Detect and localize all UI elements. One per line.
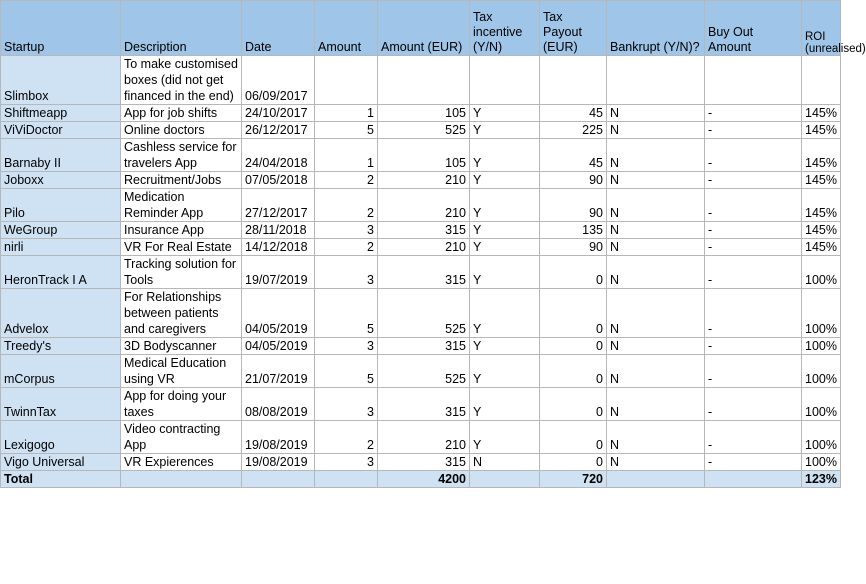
table-row	[1, 338, 841, 355]
cell-tax-payout[interactable]	[540, 56, 607, 105]
cell-amount[interactable]	[315, 56, 378, 105]
table-row	[1, 388, 841, 421]
table-body	[1, 56, 841, 471]
cell-date[interactable]: 26/12/2017	[242, 122, 315, 139]
cell-bankrupt[interactable]: N	[607, 355, 705, 388]
cell-description[interactable]: Recruitment/Jobs	[121, 172, 242, 189]
cell-tax-payout[interactable]: 90	[540, 189, 607, 222]
cell-bankrupt[interactable]: N	[607, 105, 705, 122]
table-row	[1, 189, 841, 222]
cell-description[interactable]: Video contracting App	[121, 421, 242, 454]
cell-buy-out[interactable]: -	[705, 338, 802, 355]
cell-buy-out[interactable]: -	[705, 239, 802, 256]
cell-roi[interactable]	[802, 56, 841, 105]
cell-tax-incentive[interactable]: N	[470, 454, 540, 471]
cell-bankrupt[interactable]: N	[607, 222, 705, 239]
cell-description[interactable]: Medication Reminder App	[121, 189, 242, 222]
cell-startup[interactable]: Pilo	[1, 189, 121, 222]
cell-amount-eur[interactable]: 525	[378, 355, 470, 388]
cell-amount-eur[interactable]: 105	[378, 139, 470, 172]
cell-amount-eur[interactable]: 315	[378, 256, 470, 289]
table-row	[1, 421, 841, 454]
header-tax-incentive[interactable]: Tax incentive (Y/N)	[470, 1, 540, 56]
table-row	[1, 105, 841, 122]
cell-roi[interactable]: 145%	[802, 189, 841, 222]
cell-roi[interactable]: 100%	[802, 388, 841, 421]
cell-amount-eur[interactable]: 105	[378, 105, 470, 122]
cell-bankrupt[interactable]: N	[607, 338, 705, 355]
cell-bankrupt[interactable]: N	[607, 239, 705, 256]
cell-date[interactable]: 19/07/2019	[242, 256, 315, 289]
table-row	[1, 355, 841, 388]
cell-bankrupt[interactable]: N	[607, 289, 705, 338]
cell-description[interactable]: To make customised boxes (did not get financed in the end)	[121, 56, 242, 105]
cell-startup[interactable]: Treedy's	[1, 338, 121, 355]
cell-date[interactable]: 27/12/2017	[242, 189, 315, 222]
cell-amount[interactable]: 3	[315, 388, 378, 421]
total-date-cell[interactable]	[242, 471, 315, 488]
table-row	[1, 56, 841, 105]
cell-roi[interactable]: 145%	[802, 105, 841, 122]
cell-amount[interactable]: 3	[315, 454, 378, 471]
cell-tax-payout[interactable]: 90	[540, 239, 607, 256]
total-row	[1, 471, 841, 488]
cell-date[interactable]: 19/08/2019	[242, 454, 315, 471]
cell-date[interactable]: 07/05/2018	[242, 172, 315, 189]
cell-amount[interactable]: 2	[315, 172, 378, 189]
cell-tax-incentive[interactable]: Y	[470, 388, 540, 421]
cell-tax-payout[interactable]: 0	[540, 388, 607, 421]
table-row	[1, 239, 841, 256]
cell-tax-incentive[interactable]: Y	[470, 289, 540, 338]
cell-amount-eur[interactable]: 525	[378, 289, 470, 338]
cell-amount-eur[interactable]: 315	[378, 388, 470, 421]
cell-tax-payout[interactable]: 135	[540, 222, 607, 239]
cell-buy-out[interactable]: -	[705, 289, 802, 338]
cell-amount-eur[interactable]: 210	[378, 189, 470, 222]
cell-buy-out[interactable]: -	[705, 421, 802, 454]
cell-bankrupt[interactable]: N	[607, 256, 705, 289]
cell-buy-out[interactable]: -	[705, 454, 802, 471]
cell-date[interactable]: 14/12/2018	[242, 239, 315, 256]
cell-date[interactable]: 08/08/2019	[242, 388, 315, 421]
total-tax-incentive-cell[interactable]	[470, 471, 540, 488]
cell-bankrupt[interactable]: N	[607, 388, 705, 421]
cell-roi[interactable]: 145%	[802, 222, 841, 239]
cell-amount[interactable]: 3	[315, 256, 378, 289]
total-amount-cell[interactable]	[315, 471, 378, 488]
cell-buy-out[interactable]: -	[705, 256, 802, 289]
cell-startup[interactable]: nirli	[1, 239, 121, 256]
cell-roi[interactable]: 100%	[802, 338, 841, 355]
cell-buy-out[interactable]	[705, 56, 802, 105]
cell-tax-payout[interactable]: 225	[540, 122, 607, 139]
cell-tax-payout[interactable]: 0	[540, 289, 607, 338]
cell-tax-incentive[interactable]: Y	[470, 355, 540, 388]
cell-tax-payout[interactable]: 0	[540, 454, 607, 471]
cell-roi[interactable]: 100%	[802, 421, 841, 454]
cell-buy-out[interactable]: -	[705, 172, 802, 189]
cell-amount[interactable]: 2	[315, 189, 378, 222]
cell-amount-eur[interactable]: 210	[378, 239, 470, 256]
cell-description[interactable]: For Relationships between patients and caregivers	[121, 289, 242, 338]
total-bankrupt-cell[interactable]	[607, 471, 705, 488]
cell-amount-eur[interactable]: 210	[378, 421, 470, 454]
cell-description[interactable]: Cashless service for travelers App	[121, 139, 242, 172]
cell-buy-out[interactable]: -	[705, 122, 802, 139]
cell-date[interactable]: 28/11/2018	[242, 222, 315, 239]
header-amount-eur[interactable]: Amount (EUR)	[378, 1, 470, 56]
cell-startup[interactable]: WeGroup	[1, 222, 121, 239]
cell-bankrupt[interactable]: N	[607, 172, 705, 189]
total-buy-out-cell[interactable]	[705, 471, 802, 488]
table-row	[1, 122, 841, 139]
cell-tax-payout[interactable]: 45	[540, 105, 607, 122]
cell-amount[interactable]: 5	[315, 355, 378, 388]
cell-amount-eur[interactable]: 315	[378, 222, 470, 239]
cell-amount[interactable]: 5	[315, 122, 378, 139]
cell-description[interactable]: 3D Bodyscanner	[121, 338, 242, 355]
cell-tax-incentive[interactable]: Y	[470, 338, 540, 355]
cell-buy-out[interactable]: -	[705, 105, 802, 122]
cell-tax-incentive[interactable]: Y	[470, 105, 540, 122]
cell-buy-out[interactable]: -	[705, 189, 802, 222]
cell-roi[interactable]: 100%	[802, 454, 841, 471]
table-row	[1, 454, 841, 471]
cell-bankrupt[interactable]	[607, 56, 705, 105]
cell-description[interactable]: App for doing your taxes	[121, 388, 242, 421]
cell-roi[interactable]: 100%	[802, 355, 841, 388]
cell-description[interactable]: Online doctors	[121, 122, 242, 139]
cell-startup[interactable]: Barnaby II	[1, 139, 121, 172]
cell-roi[interactable]: 145%	[802, 239, 841, 256]
header-roi[interactable]: ROI (unrealised)	[802, 1, 841, 56]
header-description[interactable]: Description	[121, 1, 242, 56]
cell-startup[interactable]: Joboxx	[1, 172, 121, 189]
cell-startup[interactable]: TwinnTax	[1, 388, 121, 421]
cell-tax-payout[interactable]: 0	[540, 421, 607, 454]
table-row	[1, 289, 841, 338]
cell-roi[interactable]: 145%	[802, 172, 841, 189]
cell-description[interactable]: VR For Real Estate	[121, 239, 242, 256]
total-label[interactable]: Total	[1, 471, 121, 488]
header-row	[1, 1, 841, 56]
cell-date[interactable]: 21/07/2019	[242, 355, 315, 388]
cell-amount-eur[interactable]	[378, 56, 470, 105]
cell-amount-eur[interactable]: 315	[378, 454, 470, 471]
cell-roi[interactable]: 100%	[802, 256, 841, 289]
cell-tax-incentive[interactable]: Y	[470, 256, 540, 289]
cell-tax-incentive[interactable]: Y	[470, 239, 540, 256]
total-roi[interactable]: 123%	[802, 471, 841, 488]
header-buy-out[interactable]: Buy Out Amount	[705, 1, 802, 56]
cell-amount[interactable]: 2	[315, 239, 378, 256]
table-row	[1, 222, 841, 239]
cell-bankrupt[interactable]: N	[607, 122, 705, 139]
table-row	[1, 256, 841, 289]
cell-roi[interactable]: 145%	[802, 139, 841, 172]
cell-bankrupt[interactable]: N	[607, 421, 705, 454]
cell-date[interactable]: 19/08/2019	[242, 421, 315, 454]
cell-buy-out[interactable]: -	[705, 222, 802, 239]
header-tax-payout[interactable]: Tax Payout (EUR)	[540, 1, 607, 56]
header-startup[interactable]: Startup	[1, 1, 121, 56]
cell-buy-out[interactable]: -	[705, 139, 802, 172]
total-description-cell[interactable]	[121, 471, 242, 488]
cell-tax-payout[interactable]: 0	[540, 338, 607, 355]
cell-startup[interactable]: Vigo Universal	[1, 454, 121, 471]
cell-startup[interactable]: Advelox	[1, 289, 121, 338]
table-row	[1, 139, 841, 172]
cell-amount[interactable]: 5	[315, 289, 378, 338]
cell-bankrupt[interactable]: N	[607, 139, 705, 172]
cell-tax-incentive[interactable]: Y	[470, 172, 540, 189]
cell-description[interactable]: Medical Education using VR	[121, 355, 242, 388]
cell-date[interactable]: 04/05/2019	[242, 338, 315, 355]
cell-tax-payout[interactable]: 45	[540, 139, 607, 172]
cell-date[interactable]: 24/10/2017	[242, 105, 315, 122]
cell-buy-out[interactable]: -	[705, 355, 802, 388]
cell-description[interactable]: Insurance App	[121, 222, 242, 239]
header-amount[interactable]: Amount	[315, 1, 378, 56]
cell-tax-incentive[interactable]: Y	[470, 139, 540, 172]
cell-date[interactable]: 06/09/2017	[242, 56, 315, 105]
cell-tax-payout[interactable]: 0	[540, 355, 607, 388]
cell-description[interactable]: VR Expierences	[121, 454, 242, 471]
cell-tax-incentive[interactable]: Y	[470, 189, 540, 222]
cell-tax-payout[interactable]: 90	[540, 172, 607, 189]
header-bankrupt[interactable]: Bankrupt (Y/N)?	[607, 1, 705, 56]
cell-amount[interactable]: 1	[315, 105, 378, 122]
cell-date[interactable]: 04/05/2019	[242, 289, 315, 338]
cell-startup[interactable]: Lexigogo	[1, 421, 121, 454]
cell-description[interactable]: Tracking solution for Tools	[121, 256, 242, 289]
cell-startup[interactable]: HeronTrack I A	[1, 256, 121, 289]
table-row	[1, 172, 841, 189]
cell-startup[interactable]: mCorpus	[1, 355, 121, 388]
cell-amount[interactable]: 2	[315, 421, 378, 454]
total-amount-eur[interactable]: 4200	[378, 471, 470, 488]
cell-roi[interactable]: 100%	[802, 289, 841, 338]
cell-startup[interactable]: Shiftmeapp	[1, 105, 121, 122]
cell-amount[interactable]: 3	[315, 338, 378, 355]
cell-date[interactable]: 24/04/2018	[242, 139, 315, 172]
cell-description[interactable]: App for job shifts	[121, 105, 242, 122]
total-tax-payout[interactable]: 720	[540, 471, 607, 488]
cell-roi[interactable]: 145%	[802, 122, 841, 139]
cell-amount-eur[interactable]: 210	[378, 172, 470, 189]
cell-buy-out[interactable]: -	[705, 388, 802, 421]
cell-bankrupt[interactable]: N	[607, 454, 705, 471]
cell-amount-eur[interactable]: 315	[378, 338, 470, 355]
cell-tax-payout[interactable]: 0	[540, 256, 607, 289]
cell-tax-incentive[interactable]: Y	[470, 222, 540, 239]
header-date[interactable]: Date	[242, 1, 315, 56]
cell-tax-incentive[interactable]: Y	[470, 122, 540, 139]
cell-amount[interactable]: 1	[315, 139, 378, 172]
cell-startup[interactable]: Slimbox	[1, 56, 121, 105]
cell-tax-incentive[interactable]	[470, 56, 540, 105]
cell-startup[interactable]: ViViDoctor	[1, 122, 121, 139]
cell-tax-incentive[interactable]: Y	[470, 421, 540, 454]
cell-bankrupt[interactable]: N	[607, 189, 705, 222]
cell-amount[interactable]: 3	[315, 222, 378, 239]
cell-amount-eur[interactable]: 525	[378, 122, 470, 139]
